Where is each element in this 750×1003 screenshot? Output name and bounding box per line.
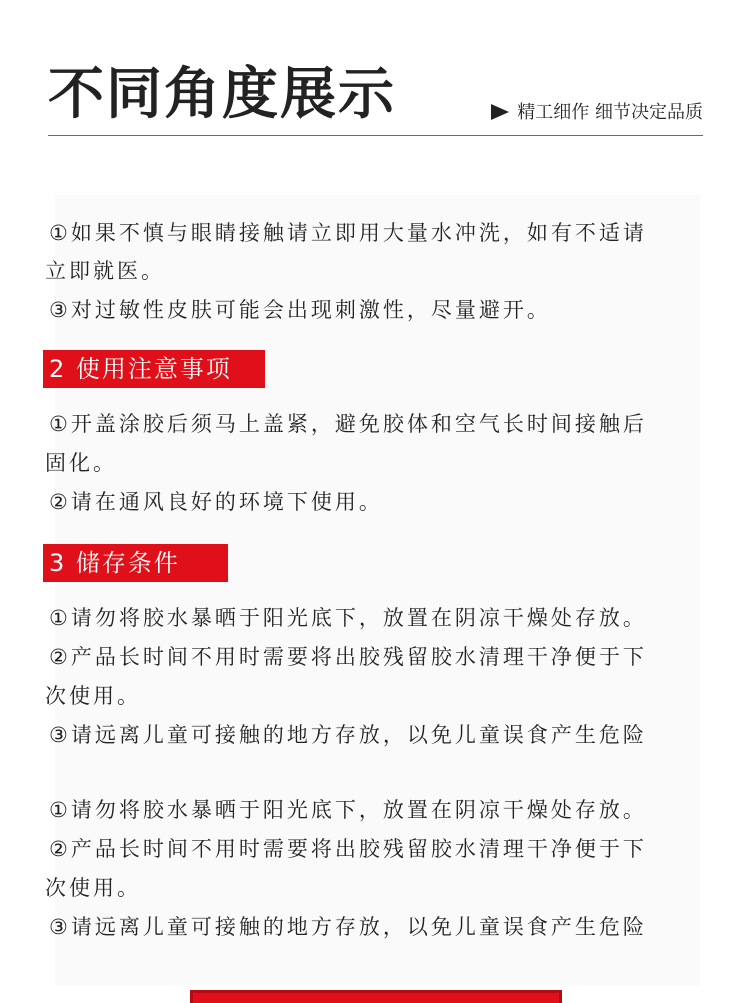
instruction-line: 立即就医。 <box>45 259 165 283</box>
instruction-line: ②请在通风良好的环境下使用。 <box>49 490 383 514</box>
instruction-line: 次使用。 <box>45 684 141 708</box>
instruction-line: ②产品长时间不用时需要将出胶残留胶水清理干净便于下 <box>49 645 647 669</box>
instruction-line: 固化。 <box>45 451 117 475</box>
instruction-line: ②产品长时间不用时需要将出胶残留胶水清理干净便于下 <box>49 837 647 861</box>
instruction-line: ①开盖涂胶后须马上盖紧，避免胶体和空气长时间接触后 <box>49 412 647 436</box>
instructions-photo <box>45 195 700 985</box>
page-title: 不同角度展示 <box>48 62 396 127</box>
storage-section-badge: 3 储存条件 <box>43 544 228 582</box>
page-subtitle <box>491 101 703 125</box>
page-header <box>48 55 703 136</box>
instruction-line: ③对过敏性皮肤可能会出现刺激性，尽量避开。 <box>49 298 551 322</box>
arrow-right-icon <box>491 104 509 120</box>
instruction-line: ①请勿将胶水暴晒于阳光底下，放置在阴凉干燥处存放。 <box>49 798 647 822</box>
instruction-line: ③请远离儿童可接触的地方存放，以免儿童误食产生危险 <box>49 723 647 747</box>
instruction-line: ③请远离儿童可接触的地方存放，以免儿童误食产生危险 <box>49 915 647 939</box>
instruction-line: ①请勿将胶水暴晒于阳光底下，放置在阴凉干燥处存放。 <box>49 606 647 630</box>
instruction-line: 次使用。 <box>45 876 141 900</box>
next-section-banner <box>190 990 562 1003</box>
instruction-line: ①如果不慎与眼睛接触请立即用大量水冲洗，如有不适请 <box>49 221 647 245</box>
usage-section-badge: 2 使用注意事项 <box>43 350 265 388</box>
subtitle-text: 精工细作 细节决定品质 <box>517 102 703 123</box>
